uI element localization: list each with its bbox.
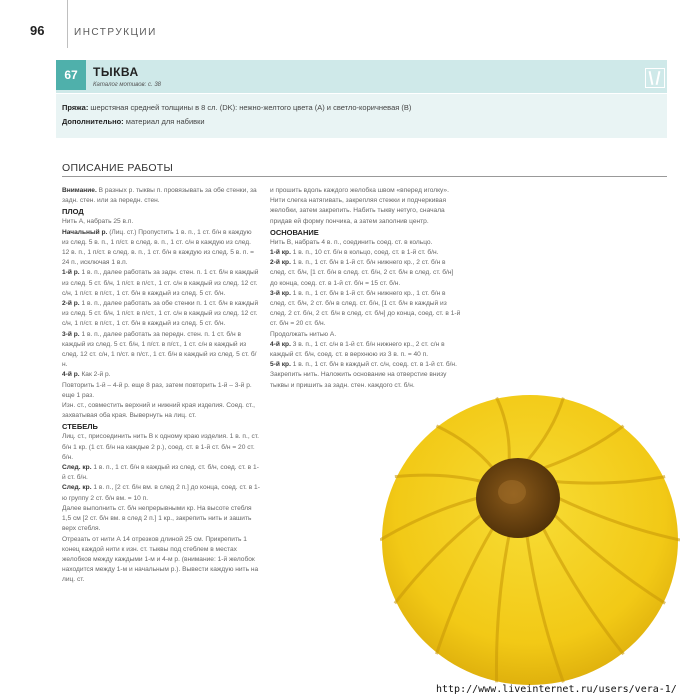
pumpkin-photo	[380, 370, 680, 690]
row-text: Нить В, набрать 4 в. п., соединить соед. ст. в кольцо.	[270, 238, 433, 246]
row-text: 1 в. п., 1 ст. б/н в 1-й ст. б/н нижнего кр., 1 ст. б/н в след. ст. б/н, 2 ст. б/н в след. ст. б/н, [1 ст. б/н в каждый из след. 2 ст. б/н, 2 ст. б/н в след. ст. б/н] до конца, соед. ст. в 1-й ст. б/н = 20 ст. б/н.	[270, 289, 461, 328]
materials-box	[56, 94, 667, 138]
extra-label: Дополнительно:	[62, 117, 124, 126]
row-label: 4-й р.	[62, 371, 80, 379]
row-label: 3-й р.	[62, 330, 80, 338]
row-label: 1-й кр.	[270, 249, 291, 257]
instruction-paragraph	[62, 381, 260, 401]
row-text: и прошить вдоль каждого желобка швом «вперед иголку». Нити слегка натягивать, закрепляя стежки и подчеркивая желобки, затем закрепить. Набить тыкву нетуго, сначала придав ей форму пончика, а затем заполнив центр.	[270, 187, 449, 225]
row-text: 3 в. п., 1 ст. с/н в 1-й ст. б/н нижнего кр., 2 ст. с/н в каждый ст. б/н, соед. ст. в верхнюю из 3 в. п. = 40 п.	[270, 340, 445, 359]
pattern-banner	[56, 60, 667, 93]
instruction-paragraph	[270, 186, 462, 227]
extra-line	[62, 117, 205, 126]
logo-mark-icon	[645, 68, 665, 88]
row-text: (Лиц. ст.) Пропустить 1 в. п., 1 ст. б/н в каждую из след. 5 в. п., 1 п/ст. в след. в. п., 1 ст. с/н в каждую из след. 12 в. п., 1 п/ст. в след. в. п., 1 ст. б/н в каждую из след. 5 в. п. = 24 п., исключая 1 в.п.	[62, 228, 254, 267]
instruction-paragraph	[270, 289, 462, 330]
row-text: Далее выполнить ст. б/н непрерывными кр. На высоте стебля 1,5 см [2 ст. б/н вм. в след 2 п.] 1 кр., закрепить нить и зашить верх стебля.	[62, 504, 252, 533]
source-url: http://www.liveinternet.ru/users/vera-1/	[436, 684, 677, 695]
instruction-paragraph	[270, 248, 462, 258]
row-text: 1 в. п., далее работать за обе стенки п. 1 ст. б/н в каждый из след. 5 ст. б/н, 1 п/ст. в п/ст., 1 ст. с/н в каждый из след. 12 ст. с/н, 1 п/ст. в п/ст., 1 ст. б/н в каждый из след. 5 ст. б/н.	[62, 300, 259, 328]
description-title: ОПИСАНИЕ РАБОТЫ	[62, 162, 174, 174]
row-label: 3-й кр.	[270, 289, 291, 297]
instruction-paragraph	[62, 535, 260, 586]
extra-text: материал для набивки	[125, 117, 205, 126]
instruction-paragraph	[62, 330, 260, 371]
row-label: 1-й р.	[62, 269, 80, 277]
row-label: 5-й кр.	[270, 361, 291, 369]
row-label: 2-й кр.	[270, 259, 291, 267]
subheading: СТЕБЕЛЬ	[62, 422, 98, 432]
row-text: 1 в. п., 10 ст. б/н в кольцо, соед. ст. в 1-й ст. б/н.	[290, 249, 439, 257]
row-text: Продолжать нитью А.	[270, 330, 337, 338]
yarn-line	[62, 103, 411, 112]
row-text: 1 в. п., 1 ст. б/н в каждый ст. с/н, соед. ст. в 1-й ст. б/н. Закрепить нить. Наложить основание на отверстие внизу тыквы и пришить за задн. стен. каждого ст. б/н.	[270, 361, 457, 389]
row-label: Начальный р.	[62, 228, 108, 236]
catalog-reference: Каталог мотивов: с. 38	[93, 82, 162, 88]
row-text: Лиц. ст., присоединить нить В к одному краю изделия. 1 в. п., ст. б/н 1 кр. (1 ст. б/н на каждые 2 р.), соед. ст. в 1-й ст. б/н = 20 ст. б/н.	[62, 433, 259, 461]
row-label: Внимание.	[62, 187, 97, 194]
description-rule	[62, 176, 667, 177]
subheading: ПЛОД	[62, 207, 84, 217]
row-text: 1 в. п., [2 ст. б/н вм. в след 2 п.] до конца, соед. ст. в 1-ю группу 2 ст. б/н вм. = 10 п.	[62, 484, 260, 502]
yarn-label: Пряжа:	[62, 103, 89, 112]
section-title: ИНСТРУКЦИИ	[74, 27, 157, 38]
row-text: Изн. ст., совместить верхний и нижний края изделия. Соед. ст., захватывая оба края. Вывернуть на лиц. ст.	[62, 402, 255, 420]
row-label: След. кр.	[62, 464, 92, 472]
instruction-paragraph	[270, 340, 462, 360]
row-text: В разных р. тыквы п. провязывать за обе стенки, за задн. стен. или за передн. стен.	[62, 187, 257, 205]
instruction-paragraph	[62, 504, 260, 535]
instruction-paragraph	[62, 268, 260, 299]
pattern-title: ТЫКВА	[93, 65, 139, 79]
row-label: 2-й р.	[62, 300, 80, 308]
row-text: 1 в. п., 1 ст. б/н в 1-й ст. б/н нижнего кр., 2 ст. б/н в след. ст. б/н, [1 ст. б/н в след. ст. б/н, 2 ст. б/н в след. ст. б/н] до конца, соед. ст. в 1-й ст. б/н = 15 ст. б/н.	[270, 259, 454, 287]
row-text: Нить А, набрать 25 в.п.	[62, 218, 134, 226]
header-divider	[67, 0, 68, 48]
instruction-paragraph	[62, 370, 260, 380]
instruction-paragraph	[270, 238, 462, 248]
row-text: 1 в. п., далее работать за передн. стен. п. 1 ст. б/н в каждый из след. 5 ст. б/н, 1 п/ст. в п/ст., 1 ст. с/н в каждый из след. 12 ст. с/н, 1 п/ст. в п/ст., 1 ст. б/н в каждый из след. 5 ст. б/н.	[62, 330, 257, 369]
instruction-paragraph	[62, 186, 260, 206]
instruction-paragraph	[62, 432, 260, 463]
instruction-paragraph	[270, 330, 462, 340]
row-text: 1 в. п., 1 ст. б/н в каждый из след. ст. б/н, соед. ст. в 1-й ст. б/н.	[62, 464, 259, 482]
instruction-paragraph	[62, 228, 260, 269]
pumpkin-body	[382, 395, 678, 685]
row-text: 1 в. п., далее работать за задн. стен. п. 1 ст. б/н в каждый из след. 5 ст. б/н, 1 п/ст. в п/ст., 1 ст. с/н в каждый из след. 12 ст. с/н, 1 п/ст. в п/ст., 1 ст. б/н в каждый из след. 5 ст. б/н.	[62, 269, 259, 297]
pattern-number-badge: 67	[56, 60, 86, 90]
yarn-text: шерстяная средней толщины в 8 сл. (DK): нежно-желтого цвета (А) и светло-коричневая (В)	[90, 103, 412, 112]
row-text: Как 2-й р.	[79, 371, 111, 379]
instructions-column-1	[62, 186, 260, 586]
instruction-paragraph	[62, 483, 260, 503]
instruction-paragraph	[62, 217, 260, 227]
instruction-paragraph	[62, 401, 260, 421]
instructions-column-2	[270, 186, 462, 391]
row-label: След. кр.	[62, 484, 92, 492]
row-text: Отрезать от нити А 14 отрезков длиной 25 см. Прикрепить 1 конец каждой нити к изн. ст. тыквы под стеблем в местах желобков между каждыми 1-м и 4-м р. (внимание: 1-й желобок находится между 1-м и начальным р.). Вывести каждую нить на лиц. ст.	[62, 535, 259, 584]
row-label: 4-й кр.	[270, 340, 291, 348]
row-text: Повторить 1-й – 4-й р. еще 8 раз, затем повторить 1-й – 3-й р. еще 1 раз.	[62, 381, 252, 399]
stem-highlight	[498, 480, 526, 504]
pumpkin-lobes	[380, 395, 680, 685]
instruction-paragraph	[270, 258, 462, 289]
instruction-paragraph	[62, 299, 260, 330]
instruction-paragraph	[62, 463, 260, 483]
page-number: 96	[30, 23, 45, 38]
subheading: ОСНОВАНИЕ	[270, 227, 319, 237]
